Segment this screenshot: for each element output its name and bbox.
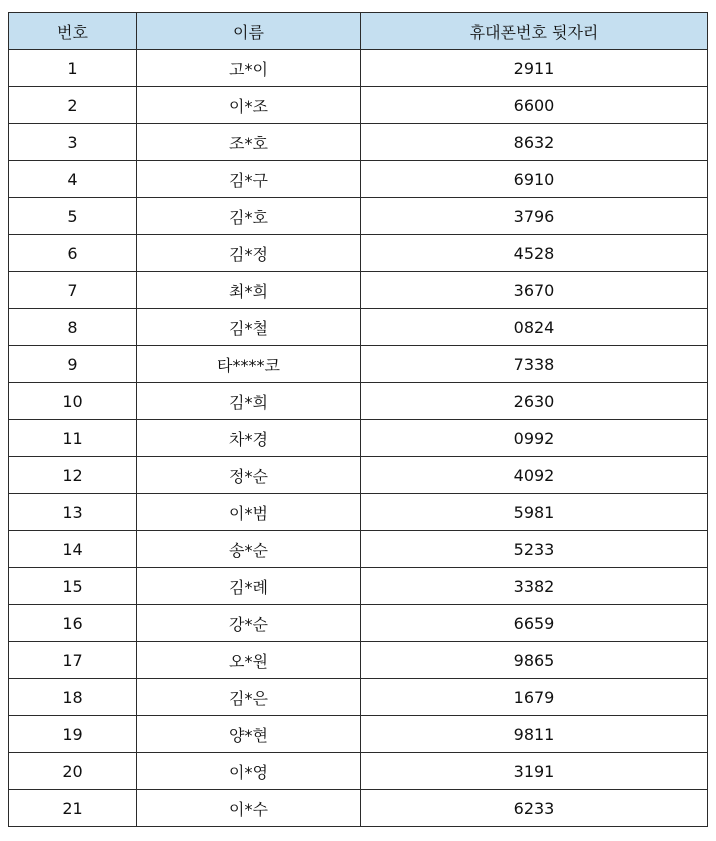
cell-number: 4	[9, 161, 137, 198]
cell-phone-last-digits: 4528	[361, 235, 708, 272]
cell-number: 15	[9, 568, 137, 605]
cell-number: 17	[9, 642, 137, 679]
table-row	[9, 50, 708, 87]
cell-phone-last-digits: 7338	[361, 346, 708, 383]
table-row	[9, 716, 708, 753]
cell-phone-last-digits: 5233	[361, 531, 708, 568]
cell-name: 양*현	[137, 716, 361, 753]
table-row	[9, 87, 708, 124]
cell-phone-last-digits: 1679	[361, 679, 708, 716]
cell-number: 1	[9, 50, 137, 87]
cell-name: 타****코	[137, 346, 361, 383]
cell-name: 이*영	[137, 753, 361, 790]
cell-name: 강*순	[137, 605, 361, 642]
winners-table	[8, 12, 708, 827]
cell-number: 2	[9, 87, 137, 124]
cell-number: 18	[9, 679, 137, 716]
cell-phone-last-digits: 5981	[361, 494, 708, 531]
cell-number: 19	[9, 716, 137, 753]
table-row	[9, 642, 708, 679]
cell-number: 16	[9, 605, 137, 642]
cell-number: 7	[9, 272, 137, 309]
table-row	[9, 272, 708, 309]
cell-phone-last-digits: 9811	[361, 716, 708, 753]
cell-number: 3	[9, 124, 137, 161]
cell-number: 5	[9, 198, 137, 235]
table-row	[9, 753, 708, 790]
table-row	[9, 235, 708, 272]
header-number: 번호	[9, 13, 137, 50]
table-row	[9, 198, 708, 235]
cell-number: 14	[9, 531, 137, 568]
table-row	[9, 309, 708, 346]
cell-name: 이*조	[137, 87, 361, 124]
cell-name: 김*례	[137, 568, 361, 605]
table-header-row	[9, 13, 708, 50]
cell-number: 12	[9, 457, 137, 494]
cell-phone-last-digits: 3670	[361, 272, 708, 309]
cell-number: 8	[9, 309, 137, 346]
cell-number: 11	[9, 420, 137, 457]
table-row	[9, 568, 708, 605]
cell-name: 송*순	[137, 531, 361, 568]
cell-phone-last-digits: 6910	[361, 161, 708, 198]
cell-phone-last-digits: 9865	[361, 642, 708, 679]
cell-name: 고*이	[137, 50, 361, 87]
table-row	[9, 161, 708, 198]
table-row	[9, 420, 708, 457]
table-row	[9, 531, 708, 568]
cell-name: 김*호	[137, 198, 361, 235]
cell-phone-last-digits: 6600	[361, 87, 708, 124]
cell-phone-last-digits: 3796	[361, 198, 708, 235]
cell-number: 6	[9, 235, 137, 272]
cell-name: 오*원	[137, 642, 361, 679]
table-row	[9, 383, 708, 420]
cell-phone-last-digits: 4092	[361, 457, 708, 494]
cell-phone-last-digits: 3382	[361, 568, 708, 605]
table-row	[9, 124, 708, 161]
cell-name: 김*철	[137, 309, 361, 346]
cell-number: 9	[9, 346, 137, 383]
table-body	[9, 50, 708, 827]
cell-phone-last-digits: 2630	[361, 383, 708, 420]
table-row	[9, 457, 708, 494]
table-row	[9, 346, 708, 383]
cell-number: 10	[9, 383, 137, 420]
cell-name: 정*순	[137, 457, 361, 494]
cell-name: 김*정	[137, 235, 361, 272]
header-name: 이름	[137, 13, 361, 50]
cell-name: 최*희	[137, 272, 361, 309]
table-row	[9, 494, 708, 531]
table-row	[9, 790, 708, 827]
cell-phone-last-digits: 8632	[361, 124, 708, 161]
cell-name: 김*희	[137, 383, 361, 420]
cell-name: 이*수	[137, 790, 361, 827]
cell-name: 차*경	[137, 420, 361, 457]
cell-number: 20	[9, 753, 137, 790]
cell-phone-last-digits: 0824	[361, 309, 708, 346]
cell-phone-last-digits: 6659	[361, 605, 708, 642]
cell-phone-last-digits: 0992	[361, 420, 708, 457]
cell-number: 21	[9, 790, 137, 827]
cell-phone-last-digits: 2911	[361, 50, 708, 87]
header-phone-last-digits: 휴대폰번호 뒷자리	[361, 13, 708, 50]
table-row	[9, 605, 708, 642]
cell-number: 13	[9, 494, 137, 531]
cell-phone-last-digits: 3191	[361, 753, 708, 790]
cell-name: 이*범	[137, 494, 361, 531]
cell-name: 조*호	[137, 124, 361, 161]
cell-phone-last-digits: 6233	[361, 790, 708, 827]
cell-name: 김*구	[137, 161, 361, 198]
table-row	[9, 679, 708, 716]
cell-name: 김*은	[137, 679, 361, 716]
